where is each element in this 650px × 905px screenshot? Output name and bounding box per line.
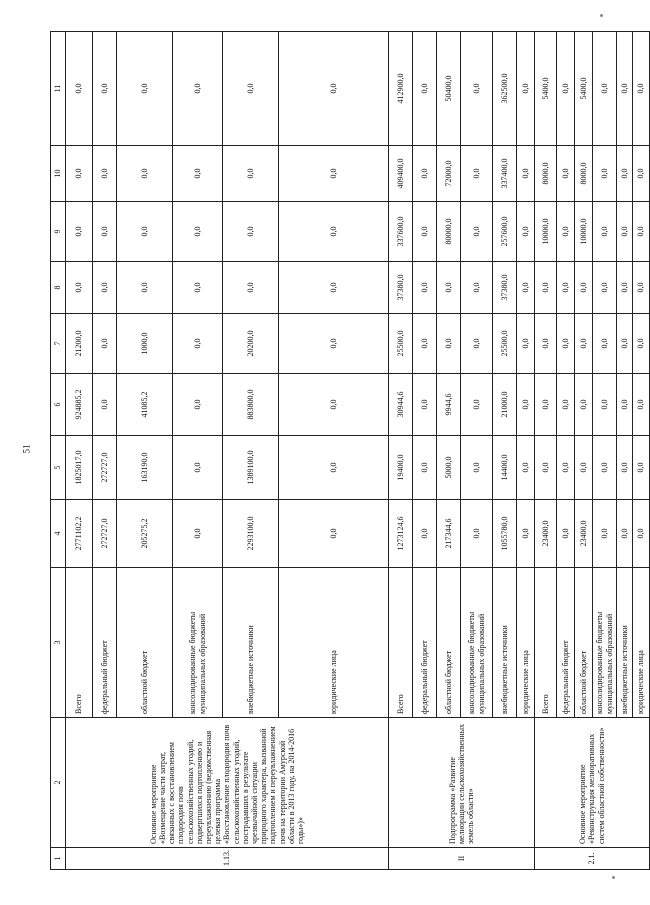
- amount-cell: 0,0: [593, 32, 617, 146]
- funding-source: федеральный бюджет: [413, 568, 437, 718]
- column-number: 5: [51, 436, 66, 500]
- table-row: [535, 32, 557, 870]
- amount-cell: 0,0: [461, 146, 493, 202]
- amount-cell: 8000,0: [575, 146, 593, 202]
- amount-cell: 0,0: [633, 146, 650, 202]
- amount-cell: 21000,0: [493, 374, 517, 436]
- amount-cell: 0,0: [633, 374, 650, 436]
- amount-cell: 0,0: [593, 202, 617, 262]
- amount-cell: 0,0: [461, 202, 493, 262]
- amount-cell: 0,0: [633, 436, 650, 500]
- amount-cell: 0,0: [461, 374, 493, 436]
- amount-cell: 0,0: [617, 202, 633, 262]
- funding-source: областной бюджет: [117, 568, 173, 718]
- amount-cell: 0,0: [413, 374, 437, 436]
- amount-cell: 0,0: [173, 500, 223, 568]
- amount-cell: 0,0: [517, 32, 535, 146]
- amount-cell: 0,0: [557, 32, 575, 146]
- amount-cell: 0,0: [461, 314, 493, 374]
- funding-source: Всего: [389, 568, 413, 718]
- amount-cell: 2293100,0: [223, 500, 279, 568]
- amount-cell: 0,0: [633, 262, 650, 314]
- amount-cell: 0,0: [557, 314, 575, 374]
- amount-cell: 0,0: [413, 436, 437, 500]
- amount-cell: 0,0: [413, 146, 437, 202]
- amount-cell: 10000,0: [575, 202, 593, 262]
- amount-cell: 257600,0: [493, 202, 517, 262]
- amount-cell: 0,0: [173, 314, 223, 374]
- amount-cell: 23400,0: [535, 500, 557, 568]
- amount-cell: 337400,0: [493, 146, 517, 202]
- funding-source: консолидированные бюджеты муниципальных образований: [593, 568, 617, 718]
- amount-cell: 1273124,6: [389, 500, 413, 568]
- amount-cell: 0,0: [557, 202, 575, 262]
- amount-cell: 0,0: [535, 436, 557, 500]
- amount-cell: 0,0: [617, 374, 633, 436]
- amount-cell: 19400,0: [389, 436, 413, 500]
- amount-cell: 0,0: [575, 314, 593, 374]
- funding-source: федеральный бюджет: [93, 568, 117, 718]
- amount-cell: 25500,0: [493, 314, 517, 374]
- amount-cell: 0,0: [517, 500, 535, 568]
- amount-cell: 272727,0: [93, 500, 117, 568]
- amount-cell: 0,0: [617, 146, 633, 202]
- amount-cell: 14400,0: [493, 436, 517, 500]
- amount-cell: 409400,0: [389, 146, 413, 202]
- column-number: 11: [51, 32, 66, 146]
- amount-cell: 0,0: [633, 202, 650, 262]
- funding-source: внебюджетные источники: [493, 568, 517, 718]
- column-number: 3: [51, 568, 66, 718]
- amount-cell: 0,0: [413, 32, 437, 146]
- measure-name: Подпрограмма «Развитие мелиорации сельскохозяйственных земель области»: [389, 718, 535, 848]
- column-number: 7: [51, 314, 66, 374]
- table-row: [66, 32, 93, 870]
- amount-cell: 0,0: [517, 262, 535, 314]
- amount-cell: 362500,0: [493, 32, 517, 146]
- funding-table: [50, 31, 650, 870]
- amount-cell: 1055780,0: [493, 500, 517, 568]
- column-number-row: [51, 32, 66, 870]
- funding-source: внебюджетные источники: [223, 568, 279, 718]
- amount-cell: 0,0: [557, 500, 575, 568]
- amount-cell: 0,0: [517, 202, 535, 262]
- amount-cell: 0,0: [557, 262, 575, 314]
- amount-cell: 0,0: [593, 374, 617, 436]
- amount-cell: 0,0: [593, 314, 617, 374]
- column-number: 8: [51, 262, 66, 314]
- scan-speck: [612, 876, 615, 879]
- amount-cell: 0,0: [173, 262, 223, 314]
- column-number: 6: [51, 374, 66, 436]
- amount-cell: 0,0: [461, 32, 493, 146]
- amount-cell: 0,0: [223, 262, 279, 314]
- amount-cell: 217344,6: [437, 500, 461, 568]
- funding-source: юридические лица: [633, 568, 650, 718]
- amount-cell: 0,0: [593, 436, 617, 500]
- amount-cell: 0,0: [575, 374, 593, 436]
- amount-cell: 0,0: [593, 146, 617, 202]
- amount-cell: 0,0: [173, 374, 223, 436]
- amount-cell: 0,0: [279, 374, 389, 436]
- row-code: II: [389, 848, 535, 870]
- amount-cell: 1825017,0: [66, 436, 93, 500]
- amount-cell: 0,0: [437, 314, 461, 374]
- amount-cell: 0,0: [223, 32, 279, 146]
- amount-cell: 2771102,2: [66, 500, 93, 568]
- amount-cell: 0,0: [223, 202, 279, 262]
- amount-cell: 0,0: [633, 314, 650, 374]
- funding-source: областной бюджет: [437, 568, 461, 718]
- funding-source: внебюджетные источники: [617, 568, 633, 718]
- amount-cell: 0,0: [517, 314, 535, 374]
- amount-cell: 0,0: [517, 146, 535, 202]
- measure-name: Основное мероприятие «Реконструкция мелиоративных систем областной собственности»: [535, 718, 650, 848]
- row-code: 1.13.: [66, 848, 389, 870]
- funding-source: консолидированные бюджеты муниципальных образований: [461, 568, 493, 718]
- amount-cell: 0,0: [279, 262, 389, 314]
- amount-cell: 0,0: [617, 436, 633, 500]
- amount-cell: 0,0: [117, 32, 173, 146]
- amount-cell: 0,0: [413, 500, 437, 568]
- amount-cell: 205275,2: [117, 500, 173, 568]
- amount-cell: 0,0: [117, 202, 173, 262]
- amount-cell: 883800,0: [223, 374, 279, 436]
- amount-cell: 0,0: [535, 314, 557, 374]
- amount-cell: 0,0: [617, 32, 633, 146]
- amount-cell: 0,0: [93, 32, 117, 146]
- amount-cell: 0,0: [461, 436, 493, 500]
- amount-cell: 0,0: [535, 374, 557, 436]
- amount-cell: 0,0: [633, 32, 650, 146]
- amount-cell: 924885,2: [66, 374, 93, 436]
- amount-cell: 5400,0: [535, 32, 557, 146]
- amount-cell: 0,0: [617, 314, 633, 374]
- amount-cell: 0,0: [413, 262, 437, 314]
- amount-cell: 0,0: [93, 202, 117, 262]
- amount-cell: 412900,0: [389, 32, 413, 146]
- amount-cell: 8000,0: [535, 146, 557, 202]
- amount-cell: 30944,6: [389, 374, 413, 436]
- amount-cell: 21200,0: [66, 314, 93, 374]
- amount-cell: 0,0: [593, 500, 617, 568]
- amount-cell: 0,0: [633, 500, 650, 568]
- amount-cell: 337600,0: [389, 202, 413, 262]
- column-number: 1: [51, 848, 66, 870]
- funding-source: консолидированные бюджеты муниципальных образований: [173, 568, 223, 718]
- amount-cell: 0,0: [617, 500, 633, 568]
- column-number: 9: [51, 202, 66, 262]
- amount-cell: 0,0: [279, 146, 389, 202]
- amount-cell: 0,0: [223, 146, 279, 202]
- funding-source: Всего: [66, 568, 93, 718]
- amount-cell: 0,0: [66, 146, 93, 202]
- funding-source: областной бюджет: [575, 568, 593, 718]
- amount-cell: 0,0: [173, 32, 223, 146]
- funding-source: юридические лица: [517, 568, 535, 718]
- amount-cell: 0,0: [461, 262, 493, 314]
- amount-cell: 0,0: [66, 32, 93, 146]
- amount-cell: 10000,0: [535, 202, 557, 262]
- amount-cell: 0,0: [517, 374, 535, 436]
- amount-cell: 0,0: [279, 202, 389, 262]
- amount-cell: 23400,0: [575, 500, 593, 568]
- amount-cell: 0,0: [93, 262, 117, 314]
- amount-cell: 0,0: [461, 500, 493, 568]
- row-code: 2.1.: [535, 848, 650, 870]
- amount-cell: 0,0: [93, 314, 117, 374]
- amount-cell: 0,0: [535, 262, 557, 314]
- table-row: [389, 32, 413, 870]
- rotated-table-container: [50, 32, 646, 870]
- amount-cell: 0,0: [279, 500, 389, 568]
- amount-cell: 5400,0: [575, 32, 593, 146]
- scan-speck: [600, 14, 603, 17]
- amount-cell: 0,0: [593, 262, 617, 314]
- amount-cell: 20200,0: [223, 314, 279, 374]
- amount-cell: 0,0: [575, 436, 593, 500]
- amount-cell: 0,0: [617, 262, 633, 314]
- amount-cell: 5000,0: [437, 436, 461, 500]
- column-number: 10: [51, 146, 66, 202]
- amount-cell: 0,0: [279, 32, 389, 146]
- amount-cell: 272727,0: [93, 436, 117, 500]
- amount-cell: 50400,0: [437, 32, 461, 146]
- amount-cell: 0,0: [279, 314, 389, 374]
- table-body: [51, 32, 650, 870]
- amount-cell: 0,0: [173, 202, 223, 262]
- column-number: 4: [51, 500, 66, 568]
- column-number: 2: [51, 718, 66, 848]
- amount-cell: 0,0: [557, 436, 575, 500]
- amount-cell: 1389100,0: [223, 436, 279, 500]
- amount-cell: 0,0: [575, 262, 593, 314]
- amount-cell: 0,0: [117, 146, 173, 202]
- amount-cell: 0,0: [437, 262, 461, 314]
- amount-cell: 0,0: [557, 374, 575, 436]
- amount-cell: 1000,0: [117, 314, 173, 374]
- amount-cell: 0,0: [93, 146, 117, 202]
- funding-source: юридические лица: [279, 568, 389, 718]
- amount-cell: 0,0: [66, 202, 93, 262]
- amount-cell: 0,0: [557, 146, 575, 202]
- funding-source: федеральный бюджет: [557, 568, 575, 718]
- amount-cell: 41085,2: [117, 374, 173, 436]
- amount-cell: 0,0: [66, 262, 93, 314]
- amount-cell: 25500,0: [389, 314, 413, 374]
- amount-cell: 0,0: [173, 436, 223, 500]
- amount-cell: 0,0: [93, 374, 117, 436]
- amount-cell: 0,0: [413, 202, 437, 262]
- amount-cell: 0,0: [413, 314, 437, 374]
- amount-cell: 0,0: [517, 436, 535, 500]
- amount-cell: 0,0: [173, 146, 223, 202]
- amount-cell: 0,0: [117, 262, 173, 314]
- funding-source: Всего: [535, 568, 557, 718]
- amount-cell: 37380,0: [389, 262, 413, 314]
- amount-cell: 163190,0: [117, 436, 173, 500]
- page-number: 51: [21, 444, 32, 454]
- amount-cell: 80000,0: [437, 202, 461, 262]
- amount-cell: 0,0: [279, 436, 389, 500]
- amount-cell: 9944,6: [437, 374, 461, 436]
- amount-cell: 37380,0: [493, 262, 517, 314]
- amount-cell: 72000,0: [437, 146, 461, 202]
- measure-name: Основное мероприятие «Возмещение части затрат, связанных с восстановлением плодородия почв сельскохозяйственных угодий, подвергшихся подтоплению и переувлажнению (ведомственная целевая программа «Восстановление плодородия почв сельскохозяйственных угодий, пострадавших в результате чрезвычайной ситуации природного характера, вызванной подтоплением и переувлажнением почв на территории Амурской области в 2013 году, на 2014-2016 годы»)»: [66, 718, 389, 848]
